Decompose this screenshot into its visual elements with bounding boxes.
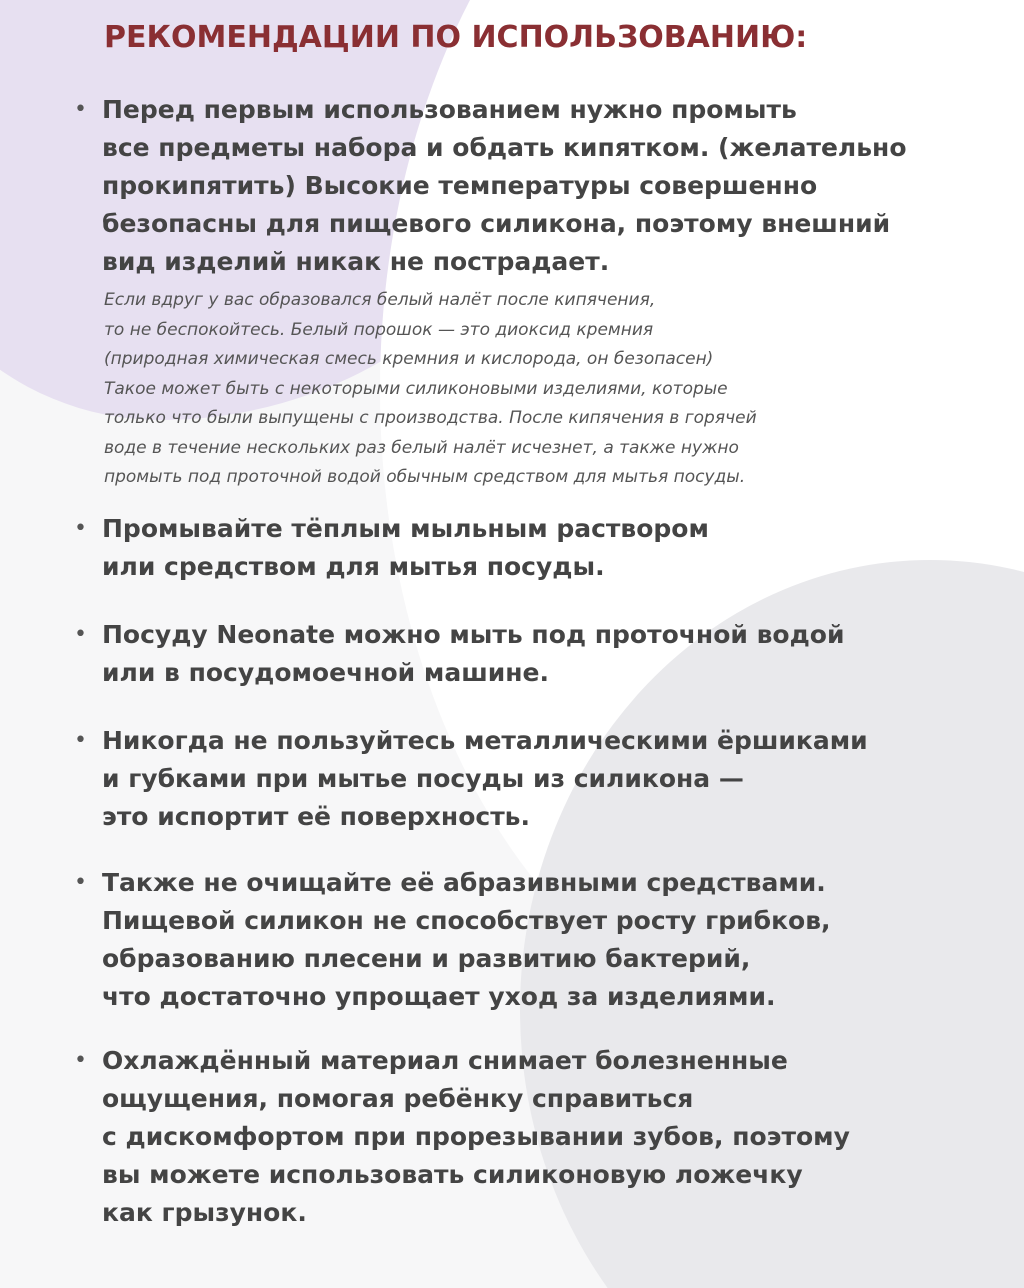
bullet-icon: • xyxy=(74,622,87,647)
list-item-line: вы можете использовать силиконовую ложечку xyxy=(102,1160,803,1189)
note-line: то не беспокойтесь. Белый порошок — это диоксид кремния xyxy=(104,319,654,340)
list-item-line: Охлаждённый материал снимает болезненные xyxy=(102,1046,788,1075)
list-item-line: Пищевой силикон не способствует росту грибков, xyxy=(102,906,831,935)
note-line: промыть под проточной водой обычным средством для мытья посуды. xyxy=(104,467,746,487)
note-line: Если вдруг у вас образовался белый налёт после кипячения, xyxy=(104,290,656,310)
note-line: Такое может быть с некоторыми силиконовыми изделиями, которые xyxy=(104,378,728,399)
list-item-line: ощущения, помогая ребёнку справиться xyxy=(102,1084,694,1113)
list-item-line: вид изделий никак не пострадает. xyxy=(102,247,610,276)
note-line: воде в течение нескольких раз белый налёт исчезнет, а также нужно xyxy=(104,437,739,458)
bullet-icon: • xyxy=(74,1048,87,1073)
list-item-line: и губками при мытье посуды из силикона — xyxy=(102,764,744,793)
list-item-line: все предметы набора и обдать кипятком. (желательно xyxy=(102,133,907,162)
list-item-line: Перед первым использованием нужно промыть xyxy=(102,95,797,124)
note-line: (природная химическая смесь кремния и кислорода, он безопасен) xyxy=(104,349,714,369)
list-item-first-use xyxy=(74,91,982,281)
list-item-line: безопасны для пищевого силикона, поэтому внешний xyxy=(102,209,891,238)
page-title: РЕКОМЕНДАЦИИ ПО ИСПОЛЬЗОВАНИЮ: xyxy=(104,20,808,55)
bullet-icon: • xyxy=(74,516,87,541)
list-item-line: это испортит её поверхность. xyxy=(102,802,530,831)
list-item-wash-soap xyxy=(74,510,982,586)
list-item-no-metal-brushes xyxy=(74,722,982,836)
list-item-line: прокипятить) Высокие температуры совершенно xyxy=(102,171,818,200)
list-item-line: или средством для мытья посуды. xyxy=(102,552,605,581)
list-item-line: что достаточно упрощает уход за изделиями. xyxy=(102,982,776,1011)
bullet-icon: • xyxy=(74,728,87,753)
list-item-line: образованию плесени и развитию бактерий, xyxy=(102,944,751,973)
list-item-line: Также не очищайте её абразивными средствами. xyxy=(102,868,826,897)
list-item-line: с дискомфортом при прорезывании зубов, поэтому xyxy=(102,1122,850,1151)
list-item-no-abrasives xyxy=(74,864,982,1016)
bullet-icon: • xyxy=(74,870,87,895)
list-item-line: Никогда не пользуйтесь металлическими ёршиками xyxy=(102,726,868,755)
list-item-dishwasher xyxy=(74,616,982,692)
list-item-line: или в посудомоечной машине. xyxy=(102,658,549,687)
list-item-line: как грызунок. xyxy=(102,1198,307,1227)
list-item-teether xyxy=(74,1042,982,1232)
note-line: только что были выпущены с производства. После кипячения в горячей xyxy=(104,408,757,428)
bullet-icon: • xyxy=(74,97,87,122)
list-item-line: Промывайте тёплым мыльным раствором xyxy=(102,514,709,543)
white-residue-note xyxy=(104,286,984,493)
list-item-line: Посуду Neonate можно мыть под проточной водой xyxy=(102,620,845,649)
